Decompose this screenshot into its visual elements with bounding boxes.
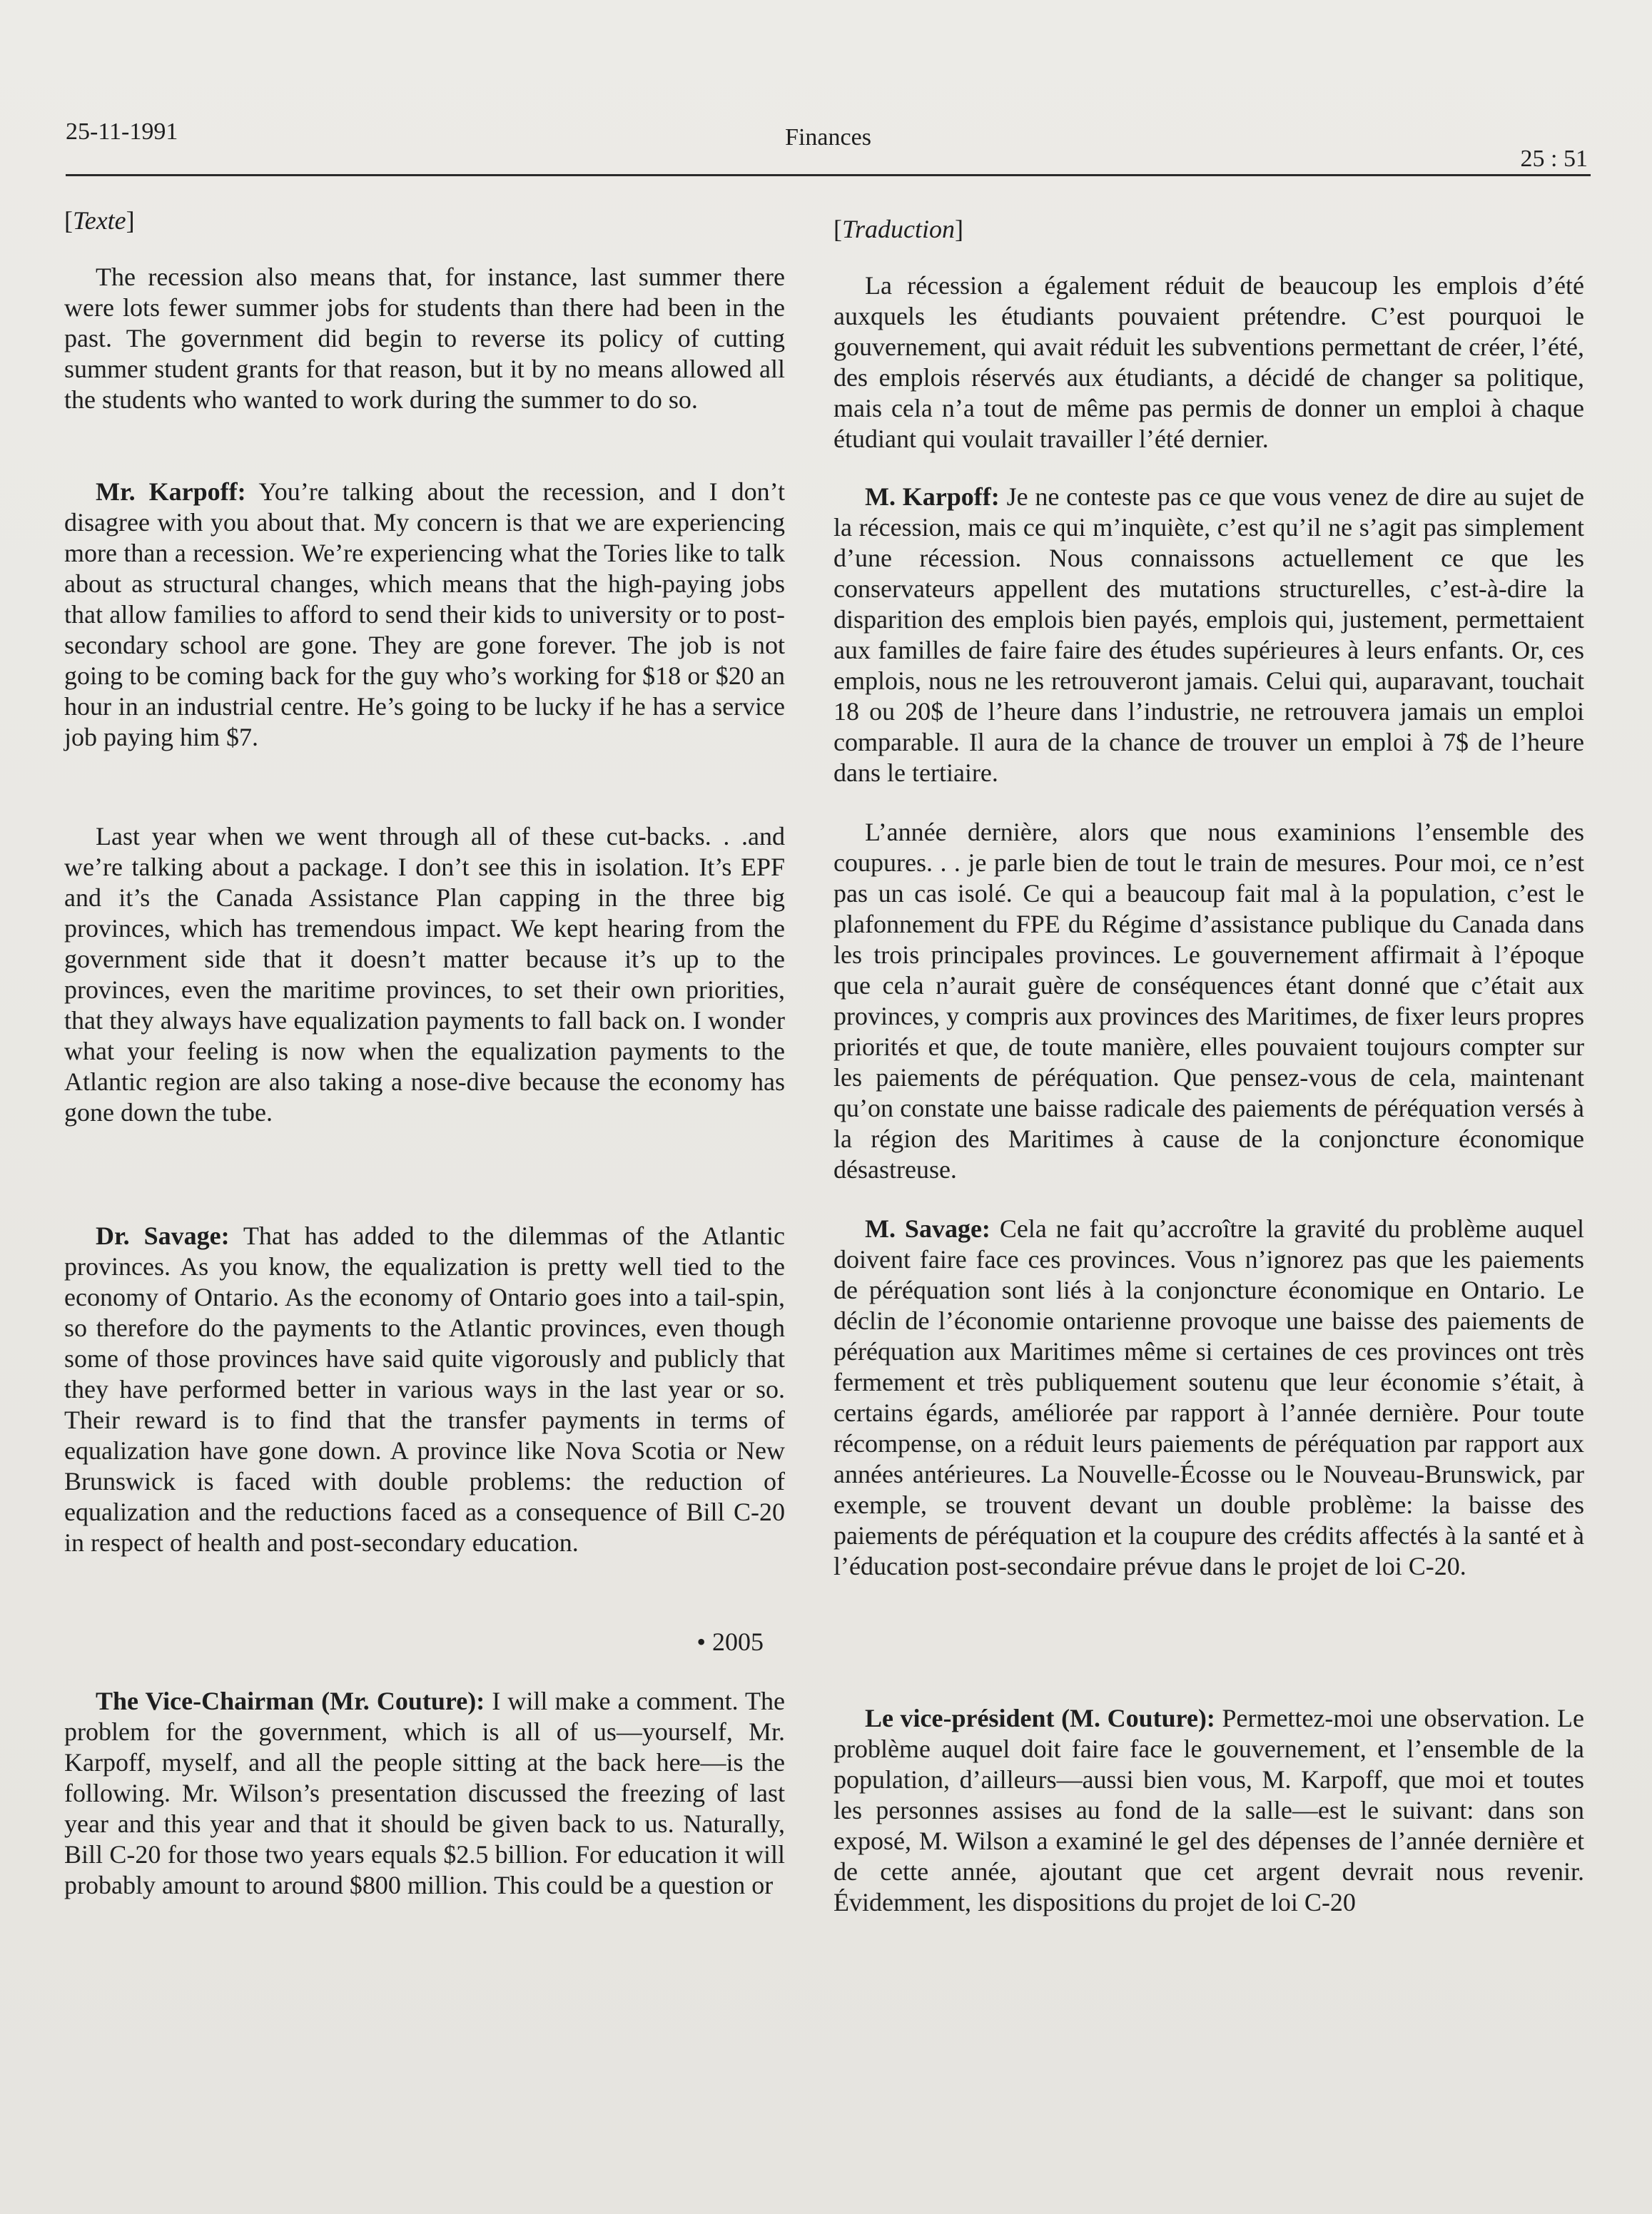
paragraph-karpoff-1-fr: M. Karpoff: Je ne conteste pas ce que vous venez de dire au sujet de la récession, mais ce qui m’inquiète, c’est qu’il ne s’agit pas simplement d’une récession. Nous connaissons actuellement ce que les conservateurs appellent des mutations structurelles, c’est-à-dire la disparition des emplois bien payés, emplois qui, justement, permettaient aux familles de faire faire des études supérieures à leurs enfants. Or, ces emplois, nous ne les retrouveront jamais. Celui qui, auparavant, touchait 18 ou 20$ de l’heure dans l’industrie, ne retrouvera jamais un emploi comparable. Il aura de la chance de trouver un emploi à 7$ de l’heure dans le tertiaire. bbox=[833, 482, 1584, 787]
header-date: 25-11-1991 bbox=[66, 118, 178, 145]
speaker-name: Le vice-président (M. Couture): bbox=[865, 1704, 1215, 1732]
time-marker: • 2005 bbox=[696, 1628, 764, 1656]
page-header bbox=[66, 114, 1591, 176]
speaker-name: M. Savage: bbox=[865, 1214, 990, 1243]
right-column-french bbox=[833, 193, 1584, 1918]
speaker-name: Mr. Karpoff: bbox=[96, 477, 246, 506]
section-tag-traduction: [Traduction] bbox=[833, 215, 964, 243]
section-tag-texte: [Texte] bbox=[64, 206, 135, 235]
paragraph-karpoff-1: Mr. Karpoff: You’re talking about the recession, and I don’t disagree with you about that. My concern is that we are experiencing more than a recession. We’re experiencing what the Tories like to talk about as structural changes, which means that the high-paying jobs that allow families to afford to send their kids to university or to post-secondary school are gone. They are gone forever. The job is not going to be coming back for the guy who’s working for $18 or $20 an hour in an industrial centre. He’s going to be lucky if he has a service job paying him $7. bbox=[64, 477, 785, 751]
header-title: Finances bbox=[785, 124, 871, 151]
paragraph-recession: The recession also means that, for instance, last summer there were lots fewer summer jobs for students than there had been in the past. The government did begin to reverse its policy of cutting summer student grants for that reason, but it by no means allowed all the students who wanted to work during the summer to do so. bbox=[64, 263, 785, 414]
paragraph-vice-chairman-fr: Le vice-président (M. Couture): Permettez-moi une observation. Le problème auquel doit faire face le gouvernement, et l’ensemble de la population, d’ailleurs—aussi bien vous, M. Karpoff, que moi et toutes les personnes assises au fond de la salle—est le suivant: dans son exposé, M. Wilson a examiné le gel des dépenses de l’année dernière et de cette année, ajoutant que cet argent devrait nous revenir. Évidemment, les dispositions du projet de loi C-20 bbox=[833, 1704, 1585, 1916]
paragraph-vice-chairman: The Vice-Chairman (Mr. Couture): I will make a comment. The problem for the government, which is all of us—yourself, Mr. Karpoff, myself, and all the people sitting at the back here—is the following. Mr. Wilson’s presentation discussed the freezing of last year and this year and that it should be given back to us. Naturally, Bill C-20 for those two years equals $2.5 billion. For education it will probably amount to around $800 million. This could be a question or bbox=[64, 1687, 785, 1899]
speaker-name: M. Karpoff: bbox=[865, 482, 1000, 511]
header-page-number: 25 : 51 bbox=[1520, 146, 1588, 172]
left-column-english bbox=[64, 193, 785, 1901]
paragraph-karpoff-2-fr: L’année dernière, alors que nous examinions l’ensemble des coupures. . . je parle bien de tout le train de mesures. Pour moi, ce n’est pas un cas isolé. Ce qui a beaucoup fait mal à la population, c’est le plafonnement du FPE du Régime d’assistance publique du Canada dans les trois principales provinces. Le gouvernement affirmait à l’époque que cela n’aurait guère de conséquences étant donné que c’était aux provinces, y compris aux provinces des Maritimes, de fixer leurs propres priorités et que, de toute manière, elles pouvaient toujours compter sur les paiements de péréquation. Que pensez-vous de cela, maintenant qu’on constate une baisse radicale des paiements de péréquation versés à la région des Maritimes à cause de la conjoncture économique désastreuse. bbox=[833, 818, 1584, 1184]
paragraph-recession-fr: La récession a également réduit de beaucoup les emplois d’été auxquels les étudiants pouvaient prétendre. C’est pourquoi le gouvernement, qui avait réduit les subventions permettant de créer, l’été, des emplois réservés aux étudiants, a décidé de changer sa politique, mais cela n’a tout de même pas permis de donner un emploi à chaque étudiant qui voulait travailler l’été dernier. bbox=[833, 271, 1584, 453]
paragraph-karpoff-2: Last year when we went through all of these cut-backs. . .and we’re talking about a package. I don’t see this in isolation. It’s EPF and it’s the Canada Assistance Plan capping in the three big provinces, which has tremendous impact. We kept hearing from the government side that it doesn’t matter because it’s up to the provinces, even the maritime provinces, to set their own priorities, that they always have equalization payments to fall back on. I wonder what your feeling is now when the equalization payments to the Atlantic region are also taking a nose-dive because the economy has gone down the tube. bbox=[64, 822, 785, 1127]
speaker-name: Dr. Savage: bbox=[96, 1222, 230, 1250]
paragraph-savage-fr: M. Savage: Cela ne fait qu’accroître la gravité du problème auquel doivent faire face ces provinces. Vous n’ignorez pas que les paiements de péréquation sont liés à la conjoncture économique en Ontario. Le déclin de l’économie ontarienne provoque une baisse des paiements de péréquation aux Maritimes même si certaines de ces provinces ont très fermement et très publiquement soutenu que leur économie s’était, à certains égards, améliorée par rapport à l’année dernière. Pour toute récompense, on a réduit leurs paiements de péréquation par rapport aux années antérieures. La Nouvelle-Écosse ou le Nouveau-Brunswick, par exemple, se trouvent devant un double problème: la baisse des paiements de péréquation et la coupure des crédits affectés à la santé et à l’éducation post-secondaire prévue dans le projet de loi C-20. bbox=[833, 1214, 1584, 1580]
speaker-name: The Vice-Chairman (Mr. Couture): bbox=[96, 1687, 485, 1715]
paragraph-savage: Dr. Savage: That has added to the dilemmas of the Atlantic provinces. As you know, the equalization is pretty well tied to the economy of Ontario. As the economy of Ontario goes into a tail-spin, so therefore do the payments to the Atlantic provinces, even though some of those provinces have said quite vigorously and publicly that they have performed better in various ways in the last year or so. Their reward is to find that the transfer payments in terms of equalization have gone down. A province like Nova Scotia or New Brunswick is faced with double problems: the reduction of equalization and the reductions faced as a consequence of Bill C-20 in respect of health and post-secondary education. bbox=[64, 1222, 785, 1557]
